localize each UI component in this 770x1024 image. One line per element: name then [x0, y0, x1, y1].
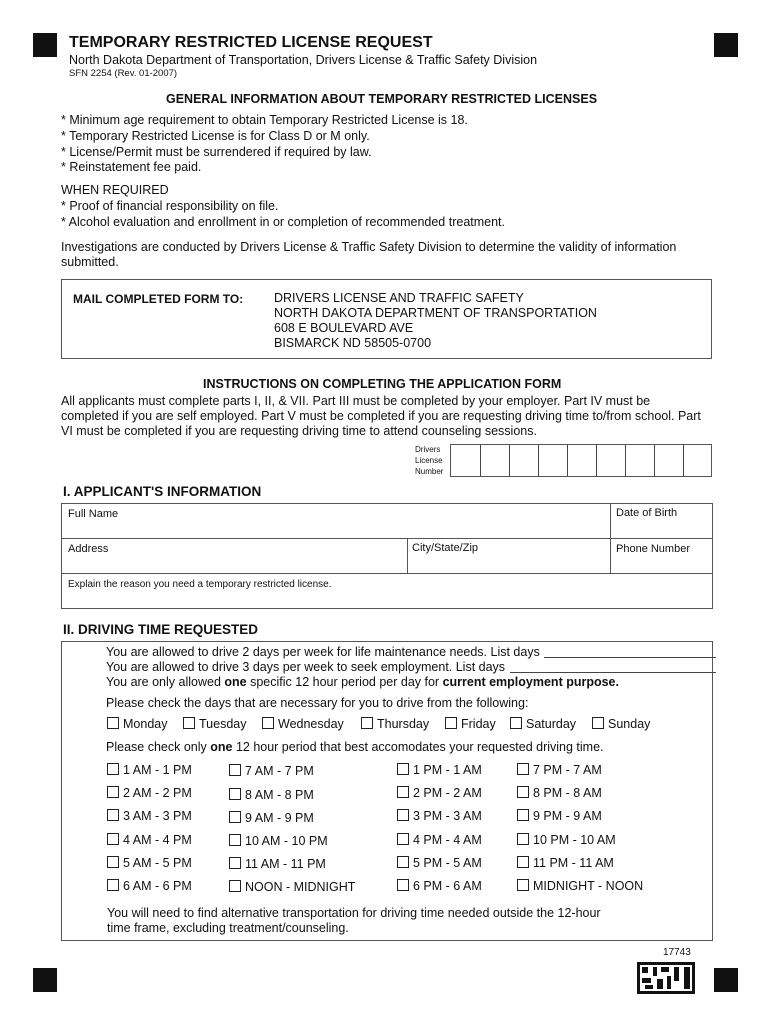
time-period-option[interactable] — [397, 786, 482, 800]
address-field[interactable]: Address — [68, 543, 109, 555]
day-label: Thursday — [377, 717, 430, 731]
agency-name: North Dakota Department of Transportation, Drivers License & Traffic Safety Division — [69, 53, 538, 67]
checkbox-icon[interactable] — [510, 717, 522, 729]
day-checkbox-sunday[interactable] — [592, 717, 650, 731]
checkbox-icon[interactable] — [229, 834, 241, 846]
alt-transport-text: time frame, excluding treatment/counseling. — [107, 921, 349, 935]
registration-mark-top-left — [33, 33, 57, 57]
time-period-label: 11 PM - 11 AM — [533, 856, 614, 870]
day-checkbox-thursday[interactable] — [361, 717, 429, 731]
dl-label: Drivers — [415, 445, 441, 454]
instructions-heading: INSTRUCTIONS ON COMPLETING THE APPLICATION FORM — [203, 377, 562, 391]
checkbox-icon[interactable] — [517, 763, 529, 775]
time-period-option[interactable] — [107, 786, 192, 800]
form-title: TEMPORARY RESTRICTED LICENSE REQUEST — [69, 34, 433, 51]
day-checkbox-friday[interactable] — [445, 717, 496, 731]
time-period-option[interactable] — [229, 857, 326, 871]
phone-field[interactable]: Phone Number — [616, 543, 690, 555]
time-period-option[interactable] — [229, 764, 314, 778]
alt-transport-text: You will need to find alternative transportation for driving time needed outside the 12-hour — [107, 906, 601, 920]
time-period-label: 3 AM - 3 PM — [123, 809, 192, 823]
day-label: Saturday — [526, 717, 577, 731]
life-maintenance-text: You are allowed to drive 2 days per week for life maintenance needs. List days — [106, 645, 540, 659]
time-period-option[interactable] — [517, 763, 602, 777]
checkbox-icon[interactable] — [517, 856, 529, 868]
checkbox-icon[interactable] — [107, 879, 119, 891]
time-period-label: 1 PM - 1 AM — [413, 763, 482, 777]
mail-address-line: NORTH DAKOTA DEPARTMENT OF TRANSPORTATION — [274, 306, 597, 320]
time-period-label: 4 AM - 4 PM — [123, 833, 192, 847]
seek-employment-text: You are allowed to drive 3 days per week to seek employment. List days — [106, 660, 506, 674]
time-period-label: 1 AM - 1 PM — [123, 763, 192, 777]
checkbox-icon[interactable] — [397, 763, 409, 775]
dl-digit-divider — [567, 445, 568, 476]
time-period-label: 6 PM - 6 AM — [413, 879, 482, 893]
checkbox-icon[interactable] — [229, 764, 241, 776]
dl-digit-divider — [538, 445, 539, 476]
check-period-text — [106, 740, 604, 754]
time-period-label: 5 PM - 5 AM — [413, 856, 482, 870]
time-period-label: 3 PM - 3 AM — [413, 809, 482, 823]
dl-digit-divider — [596, 445, 597, 476]
checkbox-icon[interactable] — [229, 880, 241, 892]
checkbox-icon[interactable] — [445, 717, 457, 729]
checkbox-icon[interactable] — [397, 809, 409, 821]
time-period-option[interactable] — [107, 879, 192, 893]
when-bullet: * Proof of financial responsibility on file. — [61, 199, 279, 213]
time-period-label: MIDNIGHT - NOON — [533, 879, 644, 893]
employment-text-c: specific 12 hour period per day for — [246, 675, 443, 689]
time-period-label: 7 PM - 7 AM — [533, 763, 602, 777]
checkbox-icon[interactable] — [517, 833, 529, 845]
day-checkbox-tuesday[interactable] — [183, 717, 246, 731]
page-code: 17743 — [663, 947, 691, 958]
time-period-label: 2 PM - 2 AM — [413, 786, 482, 800]
investigation-text: Investigations are conducted by Drivers License & Traffic Safety Division to determine the validity of information — [61, 240, 677, 254]
time-period-label: 5 AM - 5 PM — [123, 856, 192, 870]
time-period-label: 7 AM - 7 PM — [245, 764, 314, 778]
checkbox-icon[interactable] — [229, 857, 241, 869]
checkbox-icon[interactable] — [262, 717, 274, 729]
time-period-label: 8 PM - 8 AM — [533, 786, 602, 800]
day-label: Monday — [123, 717, 168, 731]
time-period-label: 6 AM - 6 PM — [123, 879, 192, 893]
section1-heading: I. APPLICANT'S INFORMATION — [63, 484, 262, 499]
checkbox-icon[interactable] — [361, 717, 373, 729]
when-required-heading: WHEN REQUIRED — [61, 183, 169, 197]
barcode-icon — [637, 962, 695, 994]
check-period-b: one — [210, 740, 233, 754]
reason-field[interactable]: Explain the reason you need a temporary restricted license. — [68, 579, 332, 590]
checkbox-icon[interactable] — [107, 717, 119, 729]
time-period-label: 9 AM - 9 PM — [245, 811, 314, 825]
mail-address-line: DRIVERS LICENSE AND TRAFFIC SAFETY — [274, 291, 524, 305]
seek-employment-days-field[interactable] — [510, 672, 716, 673]
dl-label: Number — [415, 467, 444, 476]
day-label: Friday — [461, 717, 496, 731]
time-period-option[interactable] — [107, 833, 192, 847]
time-period-label: 11 AM - 11 PM — [245, 857, 326, 871]
checkbox-icon[interactable] — [107, 763, 119, 775]
time-period-option[interactable] — [107, 856, 192, 870]
checkbox-icon[interactable] — [107, 833, 119, 845]
registration-mark-bottom-left — [33, 968, 57, 992]
day-checkbox-wednesday[interactable] — [262, 717, 344, 731]
employment-text-b: one — [224, 675, 247, 689]
time-period-label: 10 PM - 10 AM — [533, 833, 616, 847]
instructions-line: All applicants must complete parts I, II, & VII. Part III must be completed by your employer. Part IV must be — [61, 394, 651, 408]
checkbox-icon[interactable] — [397, 833, 409, 845]
time-period-label: 8 AM - 8 PM — [245, 788, 314, 802]
time-period-option[interactable] — [397, 809, 482, 823]
dl-digit-divider — [509, 445, 510, 476]
time-period-option[interactable] — [517, 833, 616, 847]
time-period-option[interactable] — [229, 880, 355, 894]
checkbox-icon[interactable] — [397, 879, 409, 891]
dl-label: License — [415, 456, 443, 465]
time-period-label: 9 PM - 9 AM — [533, 809, 602, 823]
day-label: Wednesday — [278, 717, 344, 731]
time-period-option[interactable] — [397, 763, 482, 777]
time-period-option[interactable] — [229, 788, 314, 802]
h-divider — [62, 573, 712, 574]
instructions-line: completed if you are self employed. Part V must be completed if you are requesting driving time to/from school. Part — [61, 409, 701, 423]
v-divider — [610, 504, 611, 573]
checkbox-icon[interactable] — [397, 786, 409, 798]
applicant-info-table — [61, 503, 713, 609]
mail-address-line: BISMARCK ND 58505-0700 — [274, 336, 432, 350]
life-maintenance-days-field[interactable] — [544, 657, 716, 658]
general-bullet: * Temporary Restricted License is for Class D or M only. — [61, 129, 370, 143]
time-period-option[interactable] — [397, 879, 482, 893]
time-period-option[interactable] — [517, 786, 602, 800]
general-info-heading: GENERAL INFORMATION ABOUT TEMPORARY RESTRICTED LICENSES — [166, 92, 598, 106]
section2-heading: II. DRIVING TIME REQUESTED — [63, 622, 259, 637]
checkbox-icon[interactable] — [517, 786, 529, 798]
mail-address-line: 608 E BOULEVARD AVE — [274, 321, 414, 335]
registration-mark-bottom-right — [714, 968, 738, 992]
when-bullet: * Alcohol evaluation and enrollment in or completion of recommended treatment. — [61, 215, 506, 229]
check-days-text: Please check the days that are necessary for you to drive from the following: — [106, 696, 529, 710]
checkbox-icon[interactable] — [592, 717, 604, 729]
day-label: Sunday — [608, 717, 651, 731]
check-period-c: 12 hour period that best accomodates your requested driving time. — [232, 740, 604, 754]
v-divider — [407, 538, 408, 573]
time-period-option[interactable] — [517, 879, 643, 893]
investigation-text: submitted. — [61, 255, 119, 269]
time-period-option[interactable] — [229, 811, 314, 825]
employment-text-d: current employment purpose. — [442, 675, 619, 689]
employment-text-a: You are only allowed — [106, 675, 225, 689]
time-period-option[interactable] — [229, 834, 328, 848]
checkbox-icon[interactable] — [517, 879, 529, 891]
time-period-label: 10 AM - 10 PM — [245, 834, 328, 848]
time-period-option[interactable] — [107, 763, 192, 777]
instructions-line: VI must be completed if you are requesting driving time to attend counseling sessions. — [61, 424, 537, 438]
checkbox-icon[interactable] — [517, 809, 529, 821]
time-period-option[interactable] — [397, 856, 482, 870]
checkbox-icon[interactable] — [107, 786, 119, 798]
day-label: Tuesday — [199, 717, 247, 731]
time-period-option[interactable] — [397, 833, 482, 847]
day-checkbox-monday[interactable] — [107, 717, 167, 731]
dl-digit-divider — [480, 445, 481, 476]
general-bullet: * Reinstatement fee paid. — [61, 160, 202, 174]
dl-digit-divider — [654, 445, 655, 476]
checkbox-icon[interactable] — [107, 856, 119, 868]
city-state-zip-field[interactable]: City/State/Zip — [412, 542, 479, 554]
mail-label: MAIL COMPLETED FORM TO: — [73, 292, 244, 306]
dl-number-field[interactable] — [450, 444, 712, 477]
general-bullet: * Minimum age requirement to obtain Temporary Restricted License is 18. — [61, 113, 468, 127]
mail-to-box — [61, 279, 712, 359]
checkbox-icon[interactable] — [107, 809, 119, 821]
employment-period-text — [106, 675, 619, 689]
time-period-option[interactable] — [517, 856, 614, 870]
day-checkbox-saturday[interactable] — [510, 717, 576, 731]
general-bullet: * License/Permit must be surrendered if required by law. — [61, 145, 372, 159]
checkbox-icon[interactable] — [397, 856, 409, 868]
time-period-label: NOON - MIDNIGHT — [245, 880, 356, 894]
checkbox-icon[interactable] — [229, 811, 241, 823]
registration-mark-top-right — [714, 33, 738, 57]
time-period-label: 2 AM - 2 PM — [123, 786, 192, 800]
time-period-option[interactable] — [107, 809, 192, 823]
dl-digit-divider — [683, 445, 684, 476]
form-number: SFN 2254 (Rev. 01-2007) — [69, 68, 178, 79]
dl-digit-divider — [625, 445, 626, 476]
time-period-option[interactable] — [517, 809, 602, 823]
h-divider — [62, 538, 712, 539]
time-period-label: 4 PM - 4 AM — [413, 833, 482, 847]
check-period-a: Please check only — [106, 740, 211, 754]
dob-field[interactable]: Date of Birth — [616, 507, 678, 519]
full-name-field[interactable]: Full Name — [68, 508, 119, 520]
checkbox-icon[interactable] — [229, 788, 241, 800]
checkbox-icon[interactable] — [183, 717, 195, 729]
